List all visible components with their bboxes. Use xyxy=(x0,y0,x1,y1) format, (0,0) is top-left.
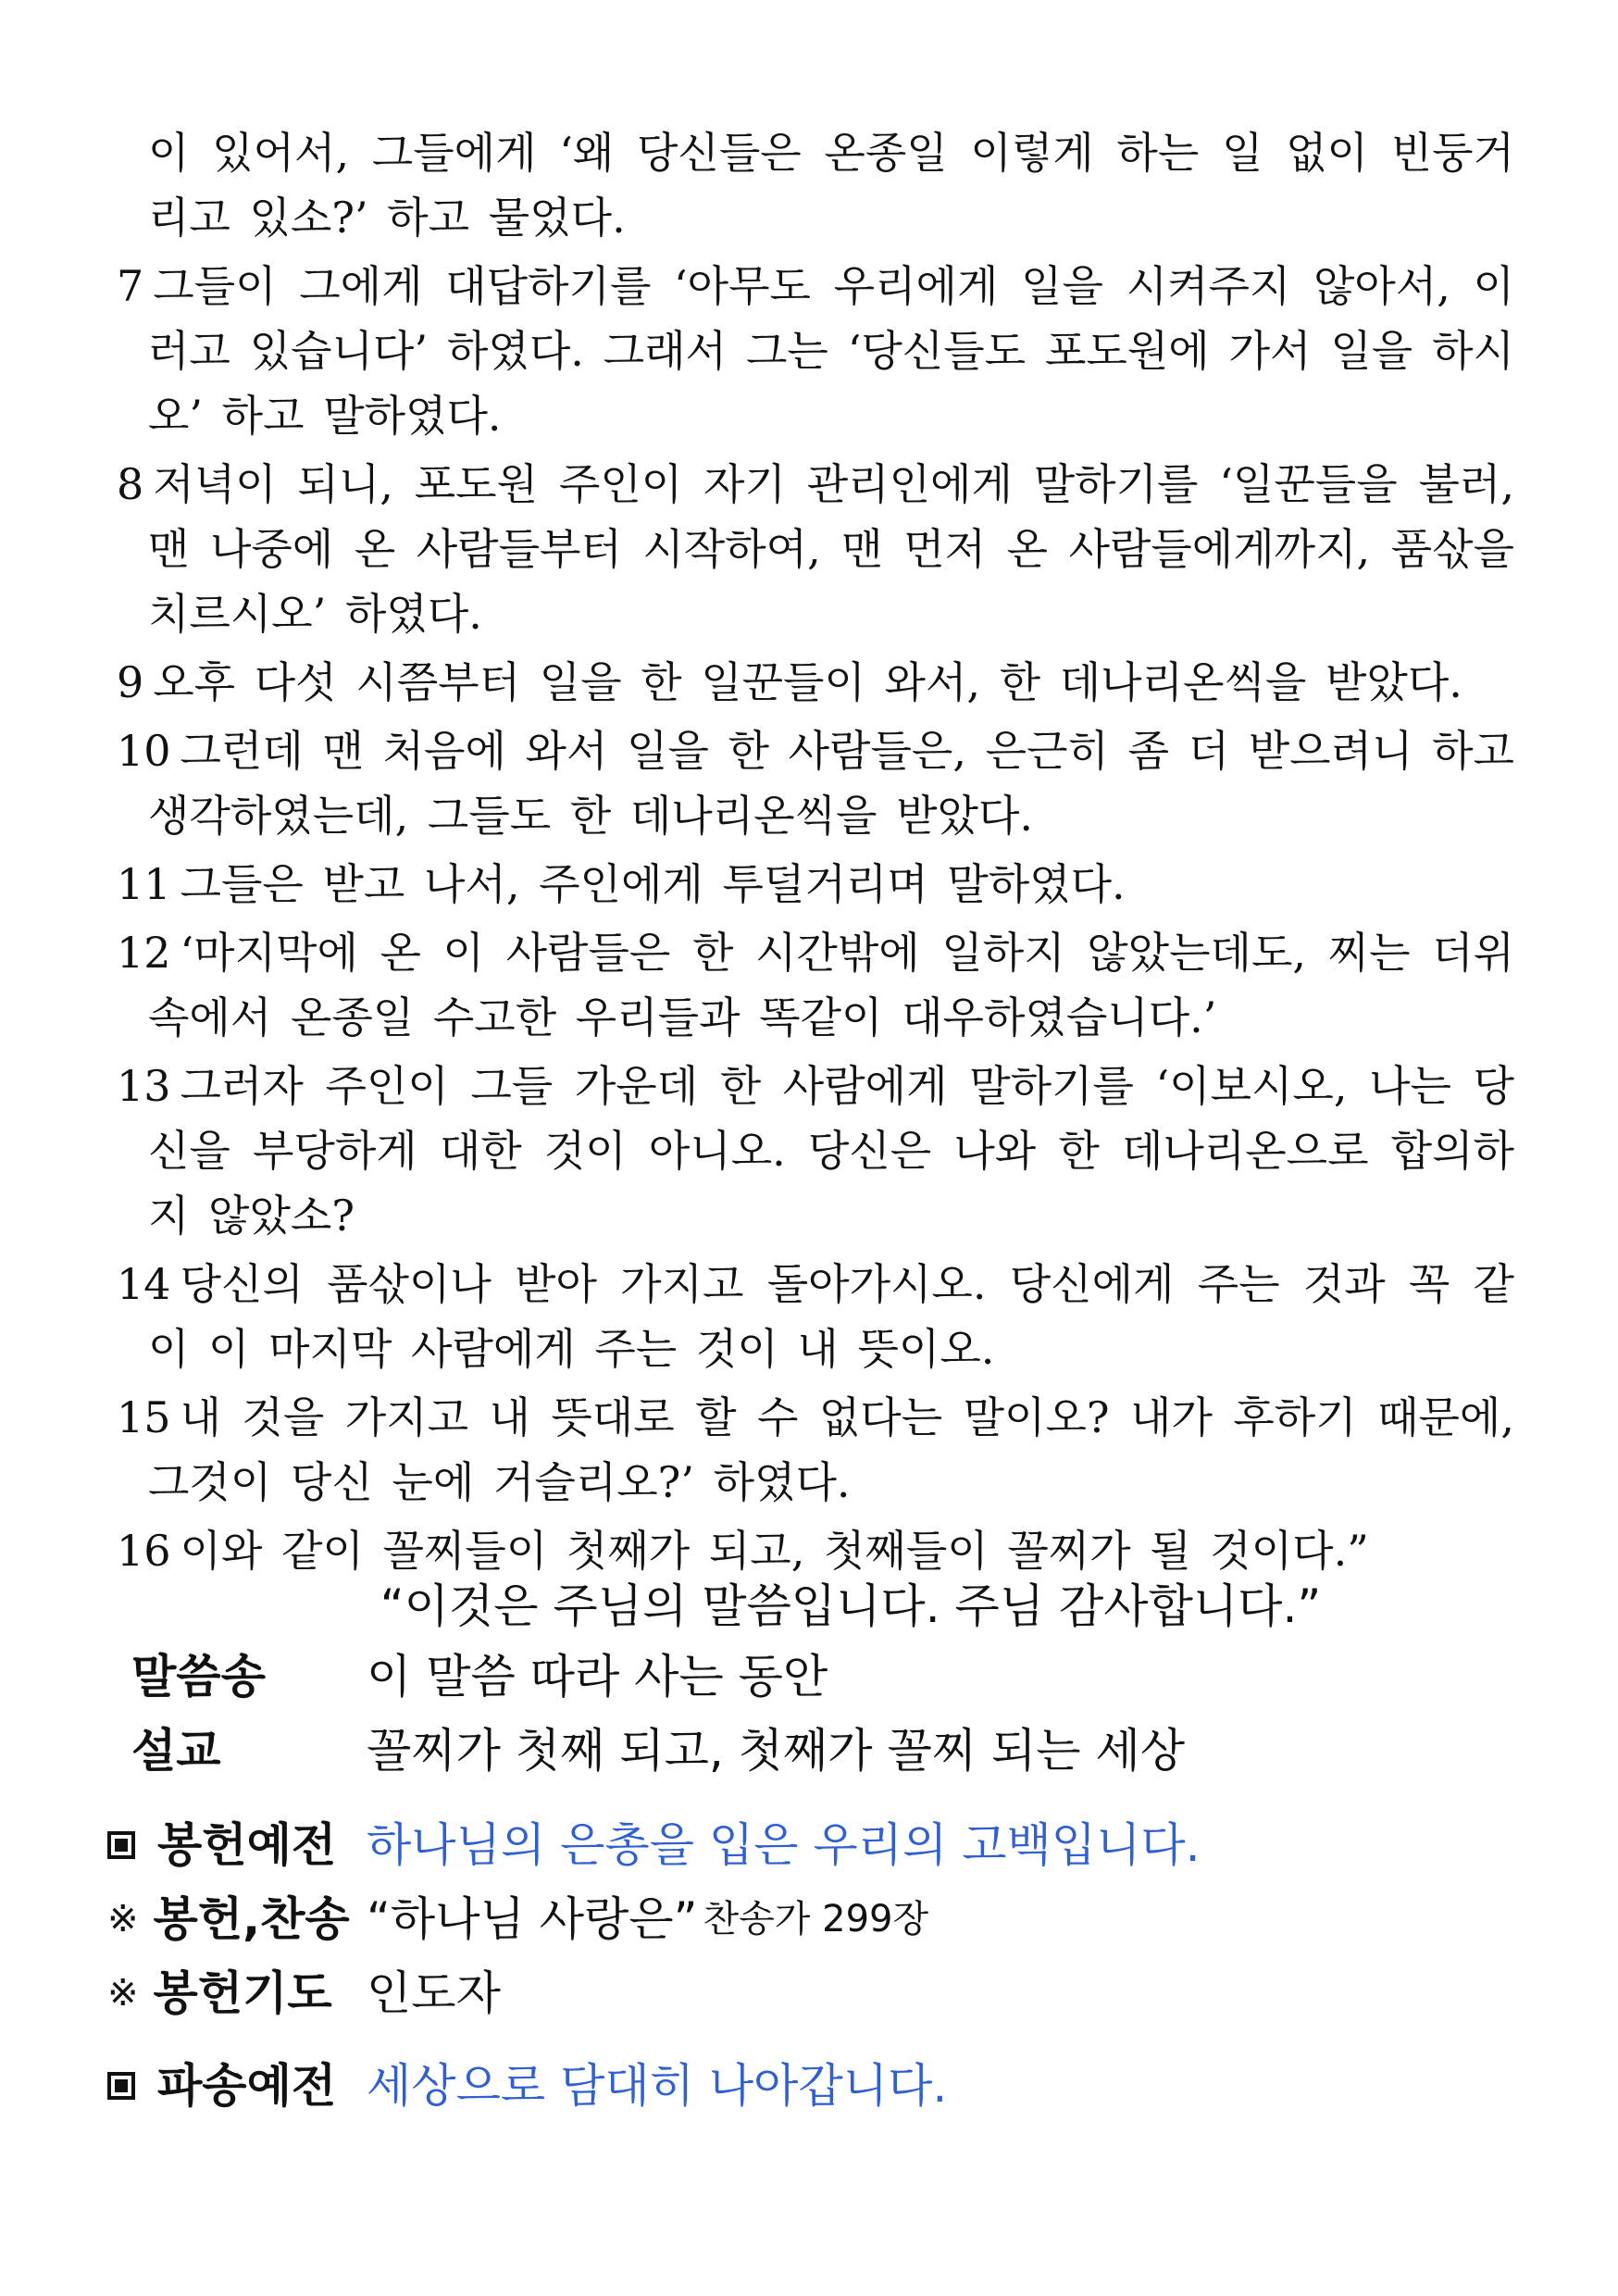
order-label: 봉헌기도 xyxy=(153,1966,332,2020)
verse-7 xyxy=(117,254,1514,448)
order-value: 이 말씀 따라 사는 동안 xyxy=(367,1650,828,1703)
order-label: 설교 xyxy=(131,1724,221,1778)
order-item-offering-hymn xyxy=(107,1887,1551,1952)
verse-text: 당신의 품삯이나 받아 가지고 돌아가시오. 당신에게 주는 것과 꼭 같이 이 마지막 사람에게 주는 것이 내 뜻이오. xyxy=(148,1259,1514,1374)
square-bullet-icon xyxy=(107,2072,135,2100)
order-value: “하나님 사랑은” xyxy=(367,1892,698,1946)
verse-number: 14 xyxy=(117,1259,171,1309)
order-value: 세상으로 담대히 나아갑니다. xyxy=(367,2059,948,2113)
verse-number: 12 xyxy=(117,928,171,978)
verse-14 xyxy=(117,1252,1514,1381)
verse-text: 저녁이 되니, 포도원 주인이 자기 관리인에게 말하기를 ‘일꾼들을 불러, 맨 나중에 온 사람들부터 시작하여, 맨 먼저 온 사람들에게까지, 품삯을 치르시오’ 하였다. xyxy=(148,459,1514,639)
order-label: 파송예전 xyxy=(157,2059,337,2113)
verse-number: 10 xyxy=(117,726,171,776)
order-item-sending-worship xyxy=(107,2053,1551,2118)
verse-13 xyxy=(117,1054,1514,1248)
verse-8 xyxy=(117,452,1514,646)
verse-number: 11 xyxy=(117,859,171,909)
order-item-sermon xyxy=(107,1718,1551,1783)
verse-10 xyxy=(117,718,1514,848)
verse-text: 이와 같이 꼴찌들이 첫째가 되고, 첫째들이 꼴찌가 될 것이다.” xyxy=(180,1526,1369,1576)
verse-text: ‘마지막에 온 이 사람들은 한 시간밖에 일하지 않았는데도, 찌는 더위 속에서 온종일 수고한 우리들과 똑같이 대우하였습니다.’ xyxy=(148,928,1514,1042)
verse-number: 8 xyxy=(117,459,144,509)
verse-text: 오후 다섯 시쯤부터 일을 한 일꾼들이 와서, 한 데나리온씩을 받았다. xyxy=(153,657,1462,707)
square-bullet-icon xyxy=(107,1831,135,1859)
verse-15 xyxy=(117,1385,1514,1515)
verse-text: 그러자 주인이 그들 가운데 한 사람에게 말하기를 ‘이보시오, 나는 당신을 부당하게 대한 것이 아니오. 당신은 나와 한 데나리온으로 합의하지 않았소? xyxy=(148,1061,1514,1241)
closing-response: “이것은 주님의 말씀입니다. 주님 감사합니다.” xyxy=(380,1579,1322,1633)
hymn-number: 찬송가 299장 xyxy=(703,1898,929,1940)
scripture-passage xyxy=(117,120,1514,1587)
verse-number: 7 xyxy=(117,261,144,311)
order-label: 말씀송 xyxy=(131,1650,266,1703)
verse-9 xyxy=(117,650,1514,715)
reference-mark-icon: ※ xyxy=(107,1972,139,2015)
order-item-offering-worship xyxy=(107,1813,1551,1878)
verse-number: 15 xyxy=(117,1392,171,1442)
verse-text: 그런데 맨 처음에 와서 일을 한 사람들은, 은근히 좀 더 받으려니 하고 생각하였는데, 그들도 한 데나리온씩을 받았다. xyxy=(148,726,1514,841)
order-value: 인도자 xyxy=(367,1966,501,2020)
verse-12 xyxy=(117,920,1514,1050)
order-value: 하나님의 은총을 입은 우리의 고백입니다. xyxy=(367,1818,1201,1872)
verse-number: 9 xyxy=(117,657,144,707)
order-label: 봉헌,찬송 xyxy=(153,1892,350,1946)
verse-continuation xyxy=(117,120,1514,250)
verse-text: 이 있어서, 그들에게 ‘왜 당신들은 온종일 이렇게 하는 일 없이 빈둥거리고 있소?’ 하고 물었다. xyxy=(148,128,1514,243)
verse-text: 내 것을 가지고 내 뜻대로 할 수 없다는 말이오? 내가 후하기 때문에, 그것이 당신 눈에 거슬리오?’ 하였다. xyxy=(148,1392,1514,1507)
order-item-word-song xyxy=(107,1644,1551,1709)
order-label: 봉헌예전 xyxy=(157,1818,337,1872)
order-value: 꼴찌가 첫째 되고, 첫째가 꼴찌 되는 세상 xyxy=(367,1724,1186,1778)
verse-number: 16 xyxy=(117,1526,171,1576)
verse-number: 13 xyxy=(117,1061,171,1111)
order-item-offering-prayer xyxy=(107,1961,1551,2026)
reference-mark-icon: ※ xyxy=(107,1898,139,1940)
verse-text: 그들이 그에게 대답하기를 ‘아무도 우리에게 일을 시켜주지 않아서, 이러고 있습니다’ 하였다. 그래서 그는 ‘당신들도 포도원에 가서 일을 하시오’ 하고 말하였다. xyxy=(148,261,1514,441)
verse-11 xyxy=(117,852,1514,917)
verse-text: 그들은 받고 나서, 주인에게 투덜거리며 말하였다. xyxy=(180,859,1126,909)
